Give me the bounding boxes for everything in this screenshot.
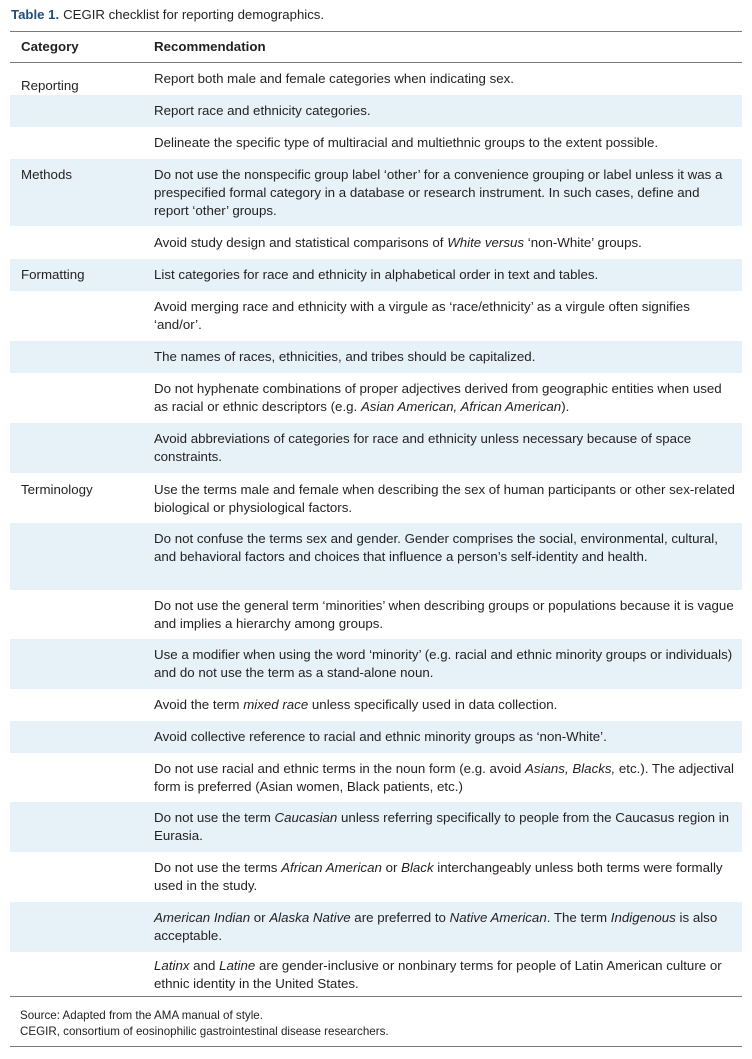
table-row [10, 373, 742, 423]
recommendation-text: Use a modifier when using the word ‘minority’ (e.g. racial and ethnic minority groups or individuals) and do not use the term as a stand-alone noun. [154, 647, 733, 680]
table-caption [11, 7, 324, 22]
category-methods: Methods [21, 167, 72, 182]
table-row [10, 590, 742, 639]
category-formatting: Formatting [21, 267, 85, 282]
recommendation-text: Avoid collective reference to racial and ethnic minority groups as ‘non-White’. [154, 729, 607, 744]
recommendation-text: List categories for race and ethnicity in alphabetical order in text and tables. [154, 267, 599, 282]
recommendation-text: Use the terms male and female when describing the sex of human participants or other sex-related biological or physiological factors. [154, 482, 735, 515]
footnote-source: Source: Adapted from the AMA manual of style. [20, 1009, 263, 1022]
table-row [10, 473, 742, 523]
table-row [10, 802, 742, 852]
bottom-rule [10, 996, 742, 997]
table-row [10, 902, 742, 952]
recommendation-text: Avoid merging race and ethnicity with a virgule as ‘race/ethnicity’ as a virgule often signifies ‘and/or’. [154, 299, 690, 332]
recommendation-text: The names of races, ethnicities, and tribes should be capitalized. [154, 349, 536, 364]
category-terminology: Terminology [21, 482, 93, 497]
recommendation-text: Do not use the terms African American or Black interchangeably unless both terms were formally used in the study. [154, 860, 723, 893]
recommendation-text: Delineate the specific type of multiracial and multiethnic groups to the extent possible. [154, 135, 659, 150]
recommendation-text: Do not confuse the terms sex and gender. Gender comprises the social, environmental, cultural, and behavioral factors and choices that influence a person’s self-identity and health. [154, 531, 718, 564]
table-row [10, 523, 742, 590]
table-row [10, 63, 742, 95]
table-title: CEGIR checklist for reporting demographics. [63, 7, 325, 22]
table-row [10, 226, 742, 259]
category-reporting: Reporting [21, 78, 79, 93]
table-row [10, 689, 742, 721]
recommendation-text: Do not use racial and ethnic terms in the noun form (e.g. avoid Asians, Blacks, etc.). The adjectival form is preferred (Asian women, Black patients, etc.) [154, 761, 734, 794]
recommendation-text: Report both male and female categories when indicating sex. [154, 71, 514, 86]
header-recommendation: Recommendation [154, 39, 266, 54]
table-row [10, 341, 742, 373]
footnote-abbreviation: CEGIR, consortium of eosinophilic gastrointestinal disease researchers. [20, 1025, 389, 1038]
recommendation-text: Avoid abbreviations of categories for race and ethnicity unless necessary because of space constraints. [154, 431, 692, 464]
table-row [10, 753, 742, 802]
footer-rule [10, 1046, 742, 1047]
table-row [10, 127, 742, 159]
table-row [10, 952, 742, 996]
recommendation-text: American Indian or Alaska Native are preferred to Native American. The term Indigenous is also acceptable. [154, 910, 718, 943]
top-rule [10, 31, 742, 32]
recommendation-text: Latinx and Latine are gender-inclusive or nonbinary terms for people of Latin American culture or ethnic identity in the United States. [154, 958, 722, 991]
recommendation-text: Avoid study design and statistical comparisons of White versus ‘non-White’ groups. [154, 235, 642, 250]
table-row [10, 291, 742, 341]
table-row [10, 639, 742, 689]
table-row [10, 95, 742, 127]
recommendation-text: Do not use the term Caucasian unless referring specifically to people from the Caucasus region in Eurasia. [154, 810, 730, 843]
table-row [10, 721, 742, 753]
table-row [10, 423, 742, 473]
recommendation-text: Avoid the term mixed race unless specifically used in data collection. [154, 697, 558, 712]
table-label: Table 1. [11, 7, 60, 22]
recommendation-text: Do not use the nonspecific group label ‘other’ for a convenience grouping or label unless it was a prespecified formal category in a database or research instrument. In such cases, define and report ‘other’ groups. [154, 167, 723, 218]
header-category: Category [21, 39, 79, 54]
recommendation-text: Report race and ethnicity categories. [154, 103, 371, 118]
table-row [10, 852, 742, 902]
recommendation-text: Do not hyphenate combinations of proper adjectives derived from geographic entities when used as racial or ethnic descriptors (e.g. Asian American, African American). [154, 381, 722, 414]
table-row [10, 259, 742, 291]
table-row [10, 159, 742, 226]
recommendation-text: Do not use the general term ‘minorities’ when describing groups or populations because it is vague and implies a hierarchy among groups. [154, 598, 734, 631]
